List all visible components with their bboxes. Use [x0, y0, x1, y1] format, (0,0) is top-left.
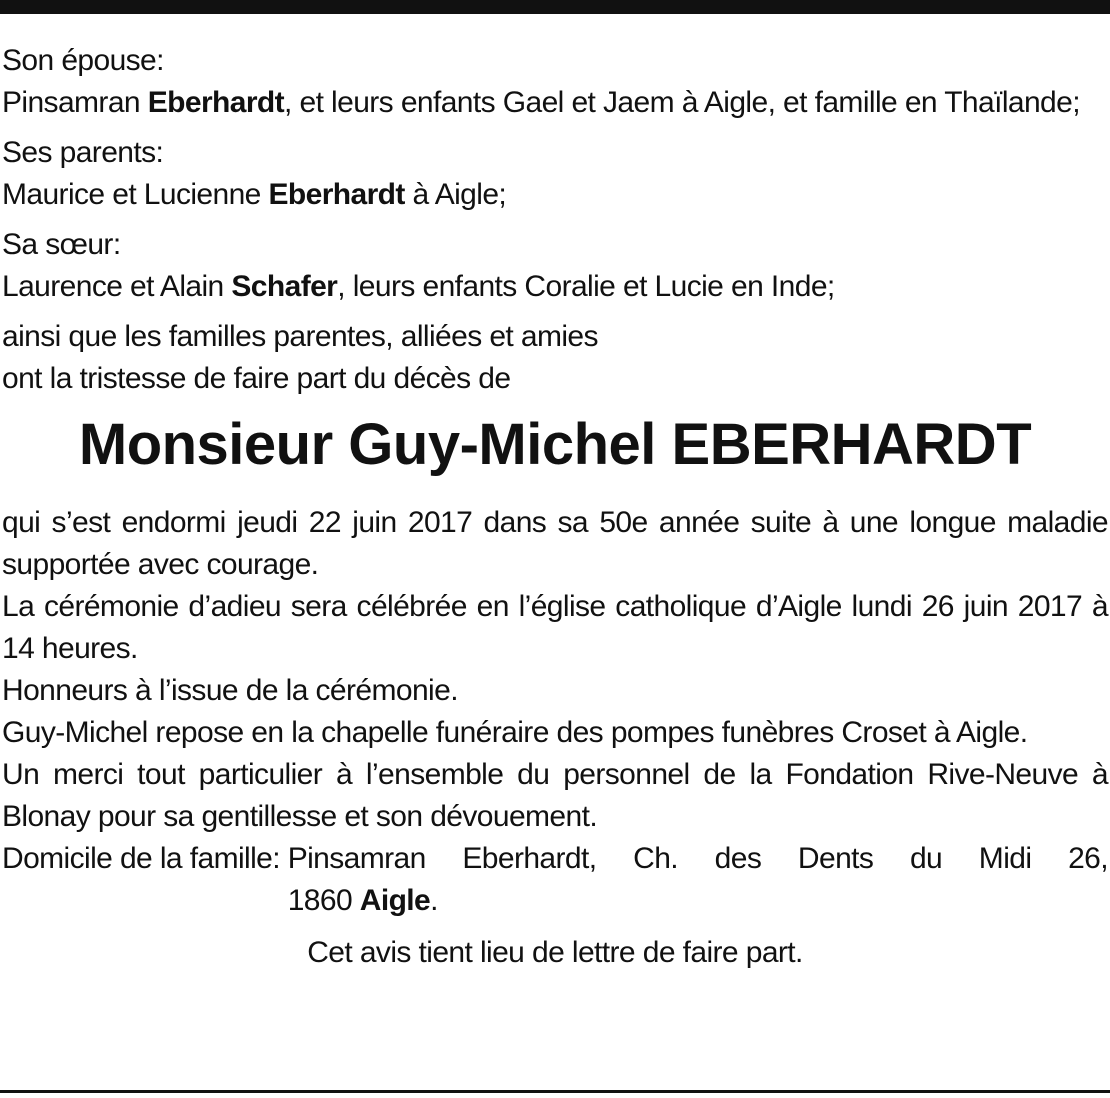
- domicile-town: Aigle: [359, 884, 431, 917]
- ceremony-text: La cérémonie d’adieu sera célébrée en l’église catholique d’Aigle lundi 26 juin 2017 à 14 heures.: [2, 590, 1108, 665]
- domicile-street: Pinsamran Eberhardt, Ch. des Dents du Midi 26,: [287, 842, 1108, 875]
- parents-surname: Eberhardt: [268, 178, 405, 211]
- passing-text: qui s’est endormi jeudi 22 juin 2017 dans sa 50e année suite à une longue maladie supportée avec courage.: [2, 506, 1108, 581]
- domicile-town-line: [288, 880, 1108, 922]
- spouse-names: Pinsamran: [2, 86, 148, 119]
- deceased-name: Monsieur Guy-Michel EBERHARDT: [78, 412, 1032, 477]
- sister-heading: Sa sœur:: [2, 228, 121, 261]
- thanks-text: Un merci tout particulier à l’ensemble du personnel de la Fondation Rive-Neuve à Blonay pour sa gentillesse et son dévouement.: [2, 758, 1108, 833]
- spouse-text: [2, 82, 1108, 124]
- families-section: [2, 316, 1108, 400]
- family-domicile: [2, 838, 1108, 922]
- domicile-label: Domicile de la famille:: [2, 842, 288, 875]
- parents-section: [2, 132, 1108, 216]
- parents-heading: Ses parents:: [2, 136, 164, 169]
- sister-text: [2, 266, 1108, 308]
- parents-rest: à Aigle;: [404, 178, 507, 211]
- spouse-heading: Son épouse:: [2, 44, 164, 77]
- spouse-surname: Eberhardt: [147, 86, 285, 119]
- top-rule: [0, 0, 1110, 14]
- spouse-rest: , et leurs enfants Gael et Jaem à Aigle, et famille en Thaïlande;: [284, 86, 1080, 119]
- domicile-postcode: 1860: [287, 884, 360, 917]
- parents-text: [2, 174, 1108, 216]
- domicile-end: .: [430, 884, 438, 917]
- bottom-rule: [0, 1090, 1110, 1093]
- sister-section: [2, 224, 1108, 308]
- parents-names: Maurice et Lucienne: [2, 178, 269, 211]
- closing-note: Cet avis tient lieu de lettre de faire part.: [307, 936, 803, 969]
- domicile-address: [288, 838, 1108, 922]
- death-notice: [2, 40, 1108, 974]
- resting-text: Guy-Michel repose en la chapelle funéraire des pompes funèbres Croset à Aigle.: [2, 716, 1028, 749]
- sister-names: Laurence et Alain: [2, 270, 232, 303]
- sister-surname: Schafer: [231, 270, 338, 303]
- honours-text: Honneurs à l’issue de la cérémonie.: [2, 674, 458, 707]
- families-line-2: ont la tristesse de faire part du décès de: [2, 362, 511, 395]
- families-line-1: ainsi que les familles parentes, alliées et amies: [2, 320, 598, 353]
- spouse-section: [2, 40, 1108, 124]
- sister-rest: , leurs enfants Coralie et Lucie en Inde;: [337, 270, 835, 303]
